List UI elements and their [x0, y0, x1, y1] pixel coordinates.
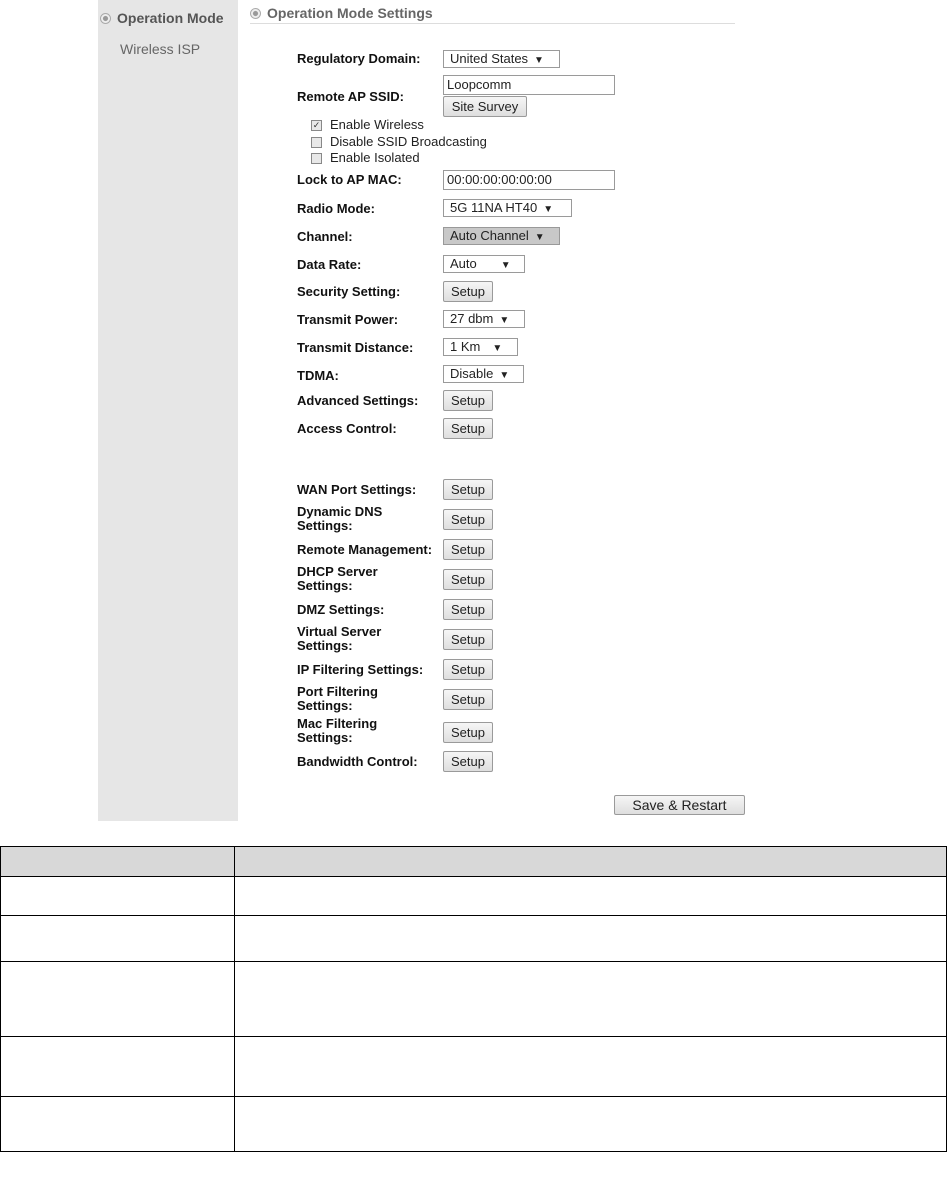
table-cell [235, 1037, 947, 1097]
table-row [1, 962, 947, 1037]
checkbox-empty-icon [311, 137, 322, 148]
dynamic-dns-setup-button[interactable]: Setup [443, 509, 493, 530]
regulatory-domain-value: United States [450, 51, 529, 66]
table-header-cell [235, 847, 947, 877]
data-rate-label: Data Rate: [297, 257, 362, 272]
channel-label: Channel: [297, 229, 353, 244]
bullet-icon [250, 8, 261, 19]
table-cell [1, 877, 235, 916]
radio-mode-select[interactable] [443, 199, 572, 217]
mac-filtering-label [297, 717, 377, 745]
table-row [1, 1097, 947, 1152]
tdma-select[interactable] [443, 365, 524, 383]
sidebar [98, 0, 238, 821]
disable-ssid-broadcasting-label: Disable SSID Broadcasting [330, 134, 487, 149]
data-rate-select[interactable] [443, 255, 525, 273]
dhcp-server-label-line2: Settings: [297, 578, 353, 593]
table-cell [1, 916, 235, 962]
chevron-down-icon: ▼ [492, 343, 503, 354]
radio-mode-label: Radio Mode: [297, 201, 375, 216]
check-icon: ✓ [312, 120, 321, 131]
table-cell [235, 962, 947, 1037]
title-divider [250, 23, 735, 24]
save-restart-button[interactable]: Save & Restart [614, 795, 745, 815]
advanced-settings-setup-button[interactable]: Setup [443, 390, 493, 411]
regulatory-domain-select[interactable] [443, 50, 560, 68]
tdma-value: Disable [450, 366, 494, 381]
table-row [1, 1037, 947, 1097]
mac-filtering-setup-button[interactable]: Setup [443, 722, 493, 743]
mac-filtering-label-line2: Settings: [297, 730, 353, 745]
access-control-setup-button[interactable]: Setup [443, 418, 493, 439]
transmit-distance-label: Transmit Distance: [297, 340, 414, 355]
table-header-cell [1, 847, 235, 877]
chevron-down-icon: ▼ [499, 315, 510, 326]
dynamic-dns-label-line1: Dynamic DNS [297, 504, 383, 519]
wan-port-settings-label: WAN Port Settings: [297, 482, 417, 497]
port-filtering-label [297, 685, 378, 713]
chevron-down-icon: ▼ [534, 55, 544, 66]
ip-filtering-label: IP Filtering Settings: [297, 662, 424, 677]
security-setting-setup-button[interactable]: Setup [443, 281, 493, 302]
transmit-power-select[interactable] [443, 310, 525, 328]
radio-mode-value: 5G 11NA HT40 [450, 200, 538, 215]
port-filtering-label-line1: Port Filtering [297, 684, 378, 699]
chevron-down-icon: ▼ [499, 370, 510, 381]
table-cell [235, 1097, 947, 1152]
lock-to-ap-mac-input[interactable]: 00:00:00:00:00:00 [443, 170, 615, 190]
virtual-server-label [297, 625, 381, 653]
enable-isolated-label: Enable Isolated [330, 150, 420, 165]
transmit-power-value: 27 dbm [450, 311, 494, 326]
advanced-settings-label: Advanced Settings: [297, 393, 419, 408]
sidebar-item-wireless-isp[interactable]: Wireless ISP [120, 41, 201, 57]
table-cell [1, 1037, 235, 1097]
enable-wireless-checkbox[interactable] [311, 118, 424, 132]
chevron-down-icon: ▼ [534, 232, 545, 243]
data-rate-value: Auto [450, 256, 477, 271]
transmit-distance-select[interactable] [443, 338, 518, 356]
tdma-label: TDMA: [297, 368, 339, 383]
bandwidth-control-setup-button[interactable]: Setup [443, 751, 493, 772]
table-cell [235, 877, 947, 916]
transmit-distance-value: 1 Km [450, 339, 481, 354]
dynamic-dns-label-line2: Settings: [297, 518, 353, 533]
dmz-settings-setup-button[interactable]: Setup [443, 599, 493, 620]
table-cell [1, 1097, 235, 1152]
transmit-power-label: Transmit Power: [297, 312, 399, 327]
channel-select[interactable] [443, 227, 560, 245]
bandwidth-control-label: Bandwidth Control: [297, 754, 418, 769]
remote-management-label: Remote Management: [297, 542, 433, 557]
dhcp-server-setup-button[interactable]: Setup [443, 569, 493, 590]
checkbox-empty-icon [311, 153, 322, 164]
dhcp-server-label-line1: DHCP Server [297, 564, 378, 579]
table-row [1, 877, 947, 916]
table-cell [235, 916, 947, 962]
remote-ap-ssid-label: Remote AP SSID: [297, 89, 404, 104]
chevron-down-icon: ▼ [500, 260, 511, 271]
page-title-label: Operation Mode Settings [267, 5, 433, 21]
regulatory-domain-label: Regulatory Domain: [297, 51, 421, 66]
ip-filtering-setup-button[interactable]: Setup [443, 659, 493, 680]
security-setting-label: Security Setting: [297, 284, 401, 299]
remote-management-setup-button[interactable]: Setup [443, 539, 493, 560]
table-header-row [1, 847, 947, 877]
table-cell [1, 962, 235, 1037]
lock-to-ap-mac-label: Lock to AP MAC: [297, 172, 402, 187]
table-row [1, 916, 947, 962]
access-control-label: Access Control: [297, 421, 397, 436]
virtual-server-label-line1: Virtual Server [297, 624, 382, 639]
dmz-settings-label: DMZ Settings: [297, 602, 385, 617]
dhcp-server-label [297, 565, 378, 593]
virtual-server-setup-button[interactable]: Setup [443, 629, 493, 650]
enable-wireless-label: Enable Wireless [330, 117, 424, 132]
site-survey-button[interactable]: Site Survey [443, 96, 527, 117]
enable-isolated-checkbox[interactable] [311, 151, 420, 165]
bullet-icon [100, 13, 111, 24]
description-table [0, 846, 947, 1152]
sidebar-title[interactable] [98, 10, 238, 30]
sidebar-title-label: Operation Mode [117, 10, 224, 26]
wan-port-settings-setup-button[interactable]: Setup [443, 479, 493, 500]
page-title [248, 5, 433, 21]
dynamic-dns-label [297, 505, 382, 533]
chevron-down-icon: ▼ [543, 204, 554, 215]
channel-value: Auto Channel [450, 228, 529, 243]
port-filtering-label-line2: Settings: [297, 698, 353, 713]
port-filtering-setup-button[interactable]: Setup [443, 689, 493, 710]
mac-filtering-label-line1: Mac Filtering [297, 716, 378, 731]
disable-ssid-broadcasting-checkbox[interactable] [311, 135, 487, 149]
remote-ap-ssid-input[interactable]: Loopcomm [443, 75, 615, 95]
virtual-server-label-line2: Settings: [297, 638, 353, 653]
